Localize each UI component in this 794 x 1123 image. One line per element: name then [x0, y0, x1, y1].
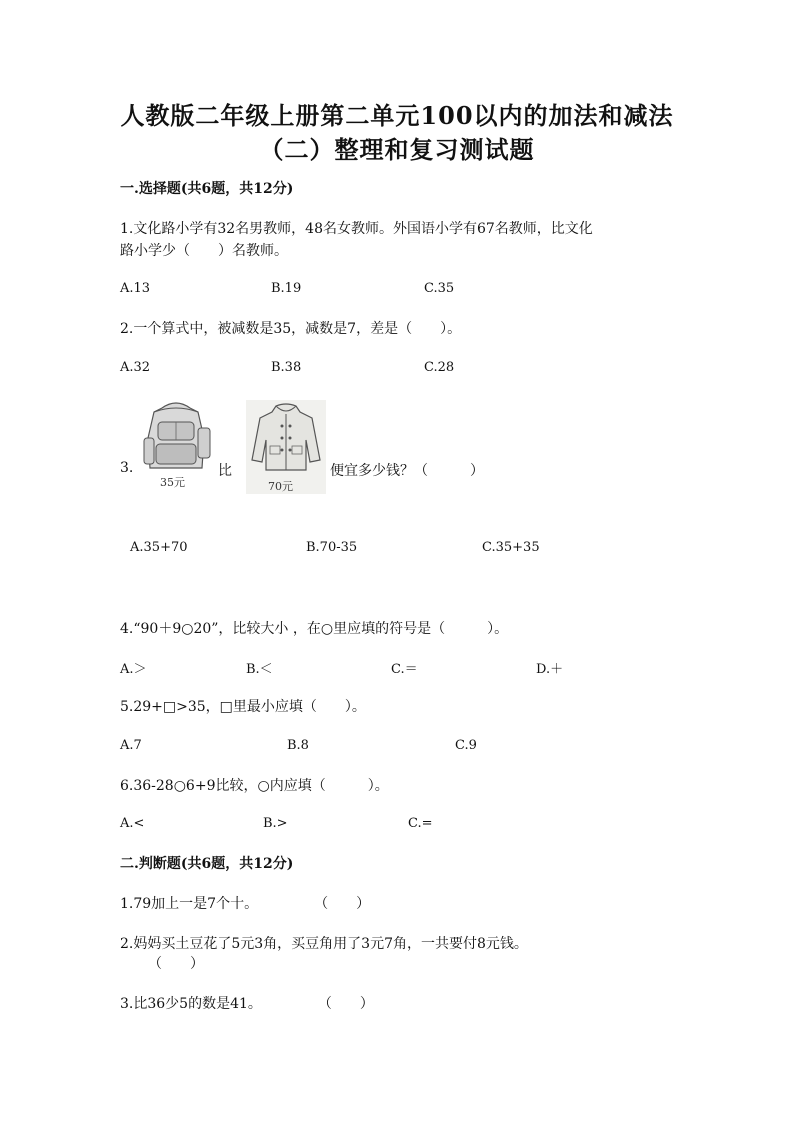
- question-3-ask: 便宜多少钱？（ ）: [330, 463, 484, 479]
- q3-option-b[interactable]: B.70-35: [306, 540, 358, 555]
- q4-option-a[interactable]: A.＞: [120, 662, 147, 677]
- question-3-number: 3.: [120, 460, 134, 476]
- q3-option-c[interactable]: C.35+35: [482, 540, 540, 555]
- q4-option-d[interactable]: D.＋: [536, 662, 564, 677]
- q5-option-a[interactable]: A.7: [120, 738, 142, 753]
- q6-option-a[interactable]: A.<: [120, 816, 145, 831]
- q2-option-c[interactable]: C.28: [424, 360, 455, 375]
- q1-option-b[interactable]: B.19: [271, 281, 302, 296]
- q5-option-c[interactable]: C.9: [455, 738, 477, 753]
- q4-option-c[interactable]: C.＝: [391, 662, 418, 677]
- q1-option-c[interactable]: C.35: [424, 281, 455, 296]
- q5-option-b[interactable]: B.8: [287, 738, 309, 753]
- judge-question-1: 1.79加上一是7个十。 （ ）: [120, 896, 371, 912]
- question-5: 5.29+□>35，□里最小应填（ ）。: [120, 699, 366, 715]
- question-3-compare: 比: [218, 463, 232, 479]
- coat-price: 70元: [268, 480, 293, 493]
- question-1-line2: 路小学少（ ）名教师。: [120, 243, 288, 259]
- q2-option-a[interactable]: A.32: [120, 360, 151, 375]
- judge-question-2-line1: 2.妈妈买土豆花了5元3角，买豆角用了3元7角，一共要付8元钱。: [120, 936, 528, 952]
- q6-option-b[interactable]: B.>: [263, 816, 288, 831]
- q2-option-b[interactable]: B.38: [271, 360, 302, 375]
- section2-heading: 二.判断题(共6题，共12分): [120, 856, 294, 872]
- backpack-image: [138, 398, 214, 490]
- q6-option-c[interactable]: C.=: [408, 816, 433, 831]
- section1-heading: 一.选择题(共6题，共12分): [120, 181, 294, 197]
- page-subtitle: （二）整理和复习测试题: [259, 135, 535, 164]
- question-2: 2.一个算式中，被减数是35，减数是7，差是（ ）。: [120, 321, 462, 337]
- backpack-price: 35元: [160, 476, 185, 489]
- q3-option-a[interactable]: A.35+70: [130, 540, 188, 555]
- question-6: 6.36-28○6+9比较，○内应填（ ）。: [120, 778, 389, 794]
- question-4: 4.“90＋9○20”，比较大小 ，在○里应填的符号是（ ）。: [120, 621, 509, 637]
- backpack-icon: [138, 398, 214, 478]
- judge-question-2-line2: （ ）: [148, 956, 204, 972]
- judge-question-3: 3.比36少5的数是41。 （ ）: [120, 996, 374, 1012]
- coat-image: [246, 400, 326, 494]
- q1-option-a[interactable]: A.13: [120, 281, 151, 296]
- page-title: 人教版二年级上册第二单元100以内的加法和减法: [120, 101, 674, 130]
- q4-option-b[interactable]: B.＜: [246, 662, 273, 677]
- coat-icon: [246, 400, 326, 476]
- question-1-line1: 1.文化路小学有32名男教师，48名女教师。外国语小学有67名教师，比文化: [120, 221, 593, 237]
